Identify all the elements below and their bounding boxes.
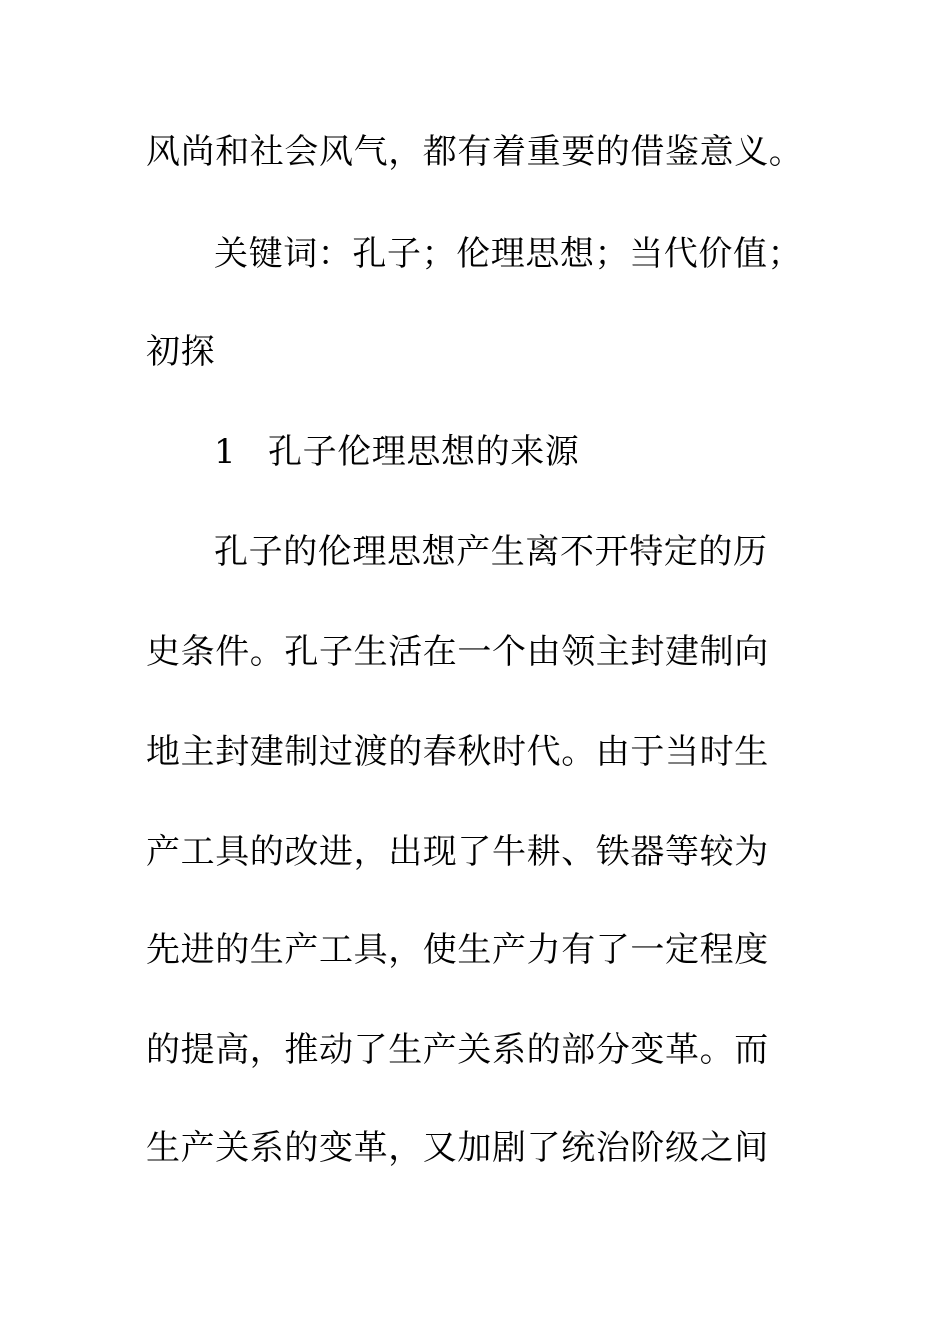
paragraph-line: 地主封建制过渡的春秋时代。由于当时生	[146, 732, 769, 772]
section-number: 1	[214, 432, 237, 472]
paragraph-line: 生产关系的变革，又加剧了统治阶级之间	[146, 1128, 769, 1168]
paragraph-line: 史条件。孔子生活在一个由领主封建制向	[146, 632, 769, 672]
paragraph-line: 孔子的伦理思想产生离不开特定的历	[214, 532, 768, 572]
section-title: 孔子伦理思想的来源	[268, 432, 580, 472]
section-heading	[214, 432, 579, 472]
paragraph-line: 的提高，推动了生产关系的部分变革。而	[146, 1030, 769, 1070]
keywords-continuation: 初探	[146, 332, 216, 372]
paragraph-line: 风尚和社会风气，都有着重要的借鉴意义。	[146, 132, 804, 172]
paragraph-line: 先进的生产工具，使生产力有了一定程度	[146, 930, 769, 970]
keywords-line: 关键词：孔子；伦理思想；当代价值；	[214, 234, 803, 274]
paragraph-line: 产工具的改进，出现了牛耕、铁器等较为	[146, 832, 769, 872]
